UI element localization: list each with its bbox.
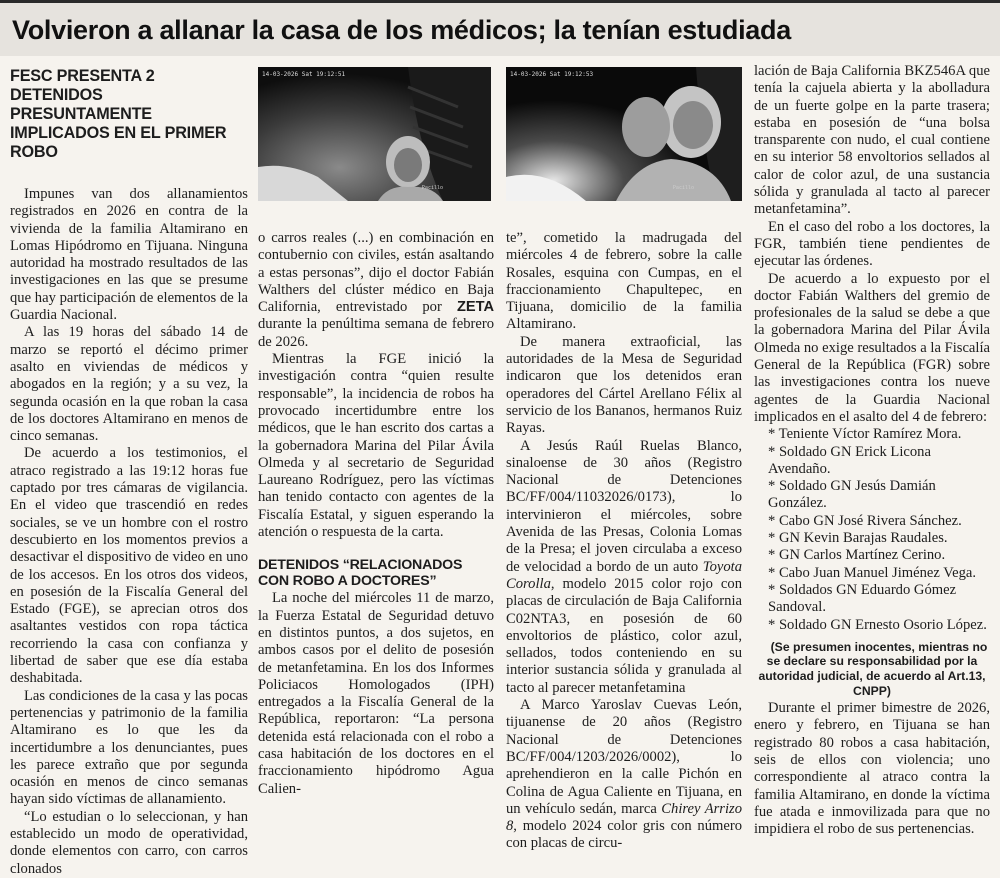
paragraph: En el caso del robo a los doctores, la FGR, también tiene pendientes de ejecutar las órdenes. [754,218,990,270]
list-item: * Cabo Juan Manuel Jiménez Vega. [768,564,977,581]
legal-notice: (Se presumen inocentes, mientras no se declare su responsabilidad por la autoridad judicial, de acuerdo al Art.13, CNPP) [758,639,988,698]
paragraph: te”, cometido la madrugada del miércoles 4 de febrero, sobre la calle Rosales, esquina con Cumpas, en el fraccionamiento Chapultepec, en Tijuana, domicilio de la familia Altamirano. [506,230,742,333]
paragraph: Durante el primer bimestre de 2026, enero y febrero, en Tijuana se han registrado 80 robos a casa habitación, seis de ellos con violencia; uno correspondiente al atraco contra la familia Altamirano, en donde la víctima fue atada e inmovilizada para que no impidiera el robo de sus pertenencias. [754,700,990,838]
headline: Volvieron a allanar la casa de los médicos; la tenían estudiada [12,15,791,45]
paragraph: “Lo estudian o lo seleccionan, y han establecido un modo de operatividad, donde elementos con carro, con carros clonados [10,808,248,877]
paragraph-text: , modelo 2024 color gris con número con placas de circu- [506,818,742,852]
paragraph: De acuerdo a lo expuesto por el doctor Fabián Walthers del gremio de profesionales de la salud se debe a que la gobernadora Marina del Pilar Ávila Olmeda no exige resultados a la Fiscalía General de la República (FGR) sobre las investigaciones contra los nueve agentes de la Guardia Nacional implicados en el asalto del 4 de febrero: [754,270,990,425]
paragraph: Las condiciones de la casa y las pocas pertenencias y patrimonio de la familia Altamirano es lo que les da incertidumbre a los denunciantes, pues les parece extraño que por segunda ocasión en menos de cinco semanas hayan sido víctimas de allanamiento. [10,687,248,808]
paragraph: Impunes van dos allanamientos registrados en 2026 en contra de la vivienda de la familia Altamirano en Lomas Hipódromo en Tijuana. Ninguna autoridad ha mostrado resultados de las investigaciones en las que se presume que hay participación de elementos de la Guardia Nacional. [10,186,248,324]
article-column-3 [506,230,742,852]
list-item: * Cabo GN José Rivera Sánchez. [768,512,962,529]
article-column-4 [754,63,990,838]
list-item: * Teniente Víctor Ramírez Mora. [768,426,962,443]
paragraph-text: A Marco Yaroslav Cuevas León, tijuanense de 20 años (Registro Nacional de Detenciones BC/FF/004/1203/2026/0002), lo aprehendieron en la calle Pichón en Colina de Agua Caliente en Tijuana, en un vehículo sedán, marca [506,697,742,817]
list-item: * GN Carlos Martínez Cerino. [768,547,946,564]
paragraph: De acuerdo a los testimonios, el atraco registrado a las 19:12 horas fue captado por tres cámaras de vigilancia. En el video que trascendió en redes sociales, se ve un hombre con el rostro descubierto en los momentos previos a desactivar el dispositivo de video en uno de los accesos. En los otros dos videos, en posesión de la Fiscalía General del Estado (FGE), se aprecian otros dos asaltantes vestidos con ropa táctica recorriendo la casa con confianza y libertad de saber que ese día estaba deshabitada. [10,445,248,687]
surveillance-image-2 [506,67,742,201]
paragraph-text: o carros reales (...) en combinación en contubernio con civiles, están asaltando a estas personas”, dijo el doctor Fabián Walthers del clúster médico en Baja California, entrevistado por [258,230,494,316]
agents-list [754,426,990,634]
surveillance-image-1 [258,67,491,201]
paragraph: Mientras la FGE inició la investigación contra “quien resulte responsable”, la incidencia de robos ha provocado incertidumbre entre los médicos, que le han escrito dos cartas a la gobernadora Marina del Pilar Ávila Olmeda y al secretario de Seguridad Laureano Rodríguez, pero las víctimas han tenido contacto con agentes de la Fiscalía Estatal, y siguen esperando la atención o respuesta de la carta. [258,351,494,541]
timestamp: 14-03-2026 Sat 19:12:53 [510,71,594,78]
publication-name: ZETA [456,299,494,316]
headline-bar [0,0,1000,56]
surveillance-photo-1 [258,67,491,201]
vehicle-name: Toyota Corolla [506,558,742,592]
paragraph [258,230,494,351]
section-subhead: DETENIDOS “RELACIONADOS CON ROBO A DOCTORES” [258,557,463,590]
timestamp: 14-03-2026 Sat 19:12:51 [262,71,346,78]
list-item: * GN Kevin Barajas Raudales. [768,530,948,547]
camera-label: Pacillo [672,185,694,191]
paragraph: La noche del miércoles 11 de marzo, la Fuerza Estatal de Seguridad detuvo en distintos puntos, a dos sujetos, en ambos casos por el delito de posesión de metanfetamina. En los dos Informes Policiacos Homologados (IPH) entregados a la Fiscalía General de la República, reportaron: “La persona detenida está relacionada con el robo a casa habitación de los doctores en el fraccionamiento hipódromo Agua Calien- [258,590,494,797]
paragraph-text: A Jesús Raúl Ruelas Blanco, sinaloense de 30 años (Registro Nacional de Detenciones BC/FF/004/11032026/0173), lo intervinieron el miércoles, sobre Avenida de las Presas, Colonia Lomas de la Presa; el joven circulaba a exceso de velocidad a bordo de un auto [506,437,742,575]
paragraph: De manera extraoficial, las autoridades de la Mesa de Seguridad indicaron que los detenidos eran operadores del Cártel Arellano Félix al servicio de los Bananos, hermanos Ruiz Rayas. [506,333,742,437]
list-item: * Soldado GN Erick Licona Avendaño. [768,443,931,477]
article-column-1 [10,63,248,877]
paragraph-text: , modelo 2015 color rojo con placas de circulación de Baja California C02NTA3, en posesión de 60 envoltorios de plástico, color azul, sellados, todos conteniendo en su interior sustancia sólida y granulada al tacto al parecer metanfetamina [506,575,742,696]
article-column-2 [258,230,494,797]
list-item: * Soldado GN Jesús Damián González. [768,478,936,512]
camera-label: Pacillo [421,185,443,191]
paragraph: A las 19 horas del sábado 14 de marzo se reportó el décimo primer asalto en viviendas de médicos y abogados en la región; y a su vez, la segunda ocasión en la que roban la casa de los doctores Altamirano en menos de cinco semanas. [10,324,248,445]
vehicle-name: Chirey Arrizo 8 [506,800,742,835]
paragraph: lación de Baja California BKZ546A que tenía la cajuela abierta y la abolladura de un fuerte golpe en la parte trasera; estaba en posesión de “una bolsa transparente con nudo, el cual contiene en su interior 58 envoltorios sellados al calor de color azul, de una sustancia sólida y granulada al tacto al parecer metanfetamina”. [754,63,990,218]
paragraph [506,697,742,853]
list-item: * Soldado GN Ernesto Osorio López. [768,616,987,633]
paragraph-text: durante la penúltima semana de febrero de 2026. [258,316,494,350]
paragraph [506,438,742,697]
surveillance-photo-2 [506,67,742,201]
section-subhead: FESC PRESENTA 2 DETENIDOS PRESUNTAMENTE IMPLICADOS EN EL PRIMER ROBO [10,67,227,161]
list-item: * Soldados GN Eduardo Gómez Sandoval. [768,581,957,616]
